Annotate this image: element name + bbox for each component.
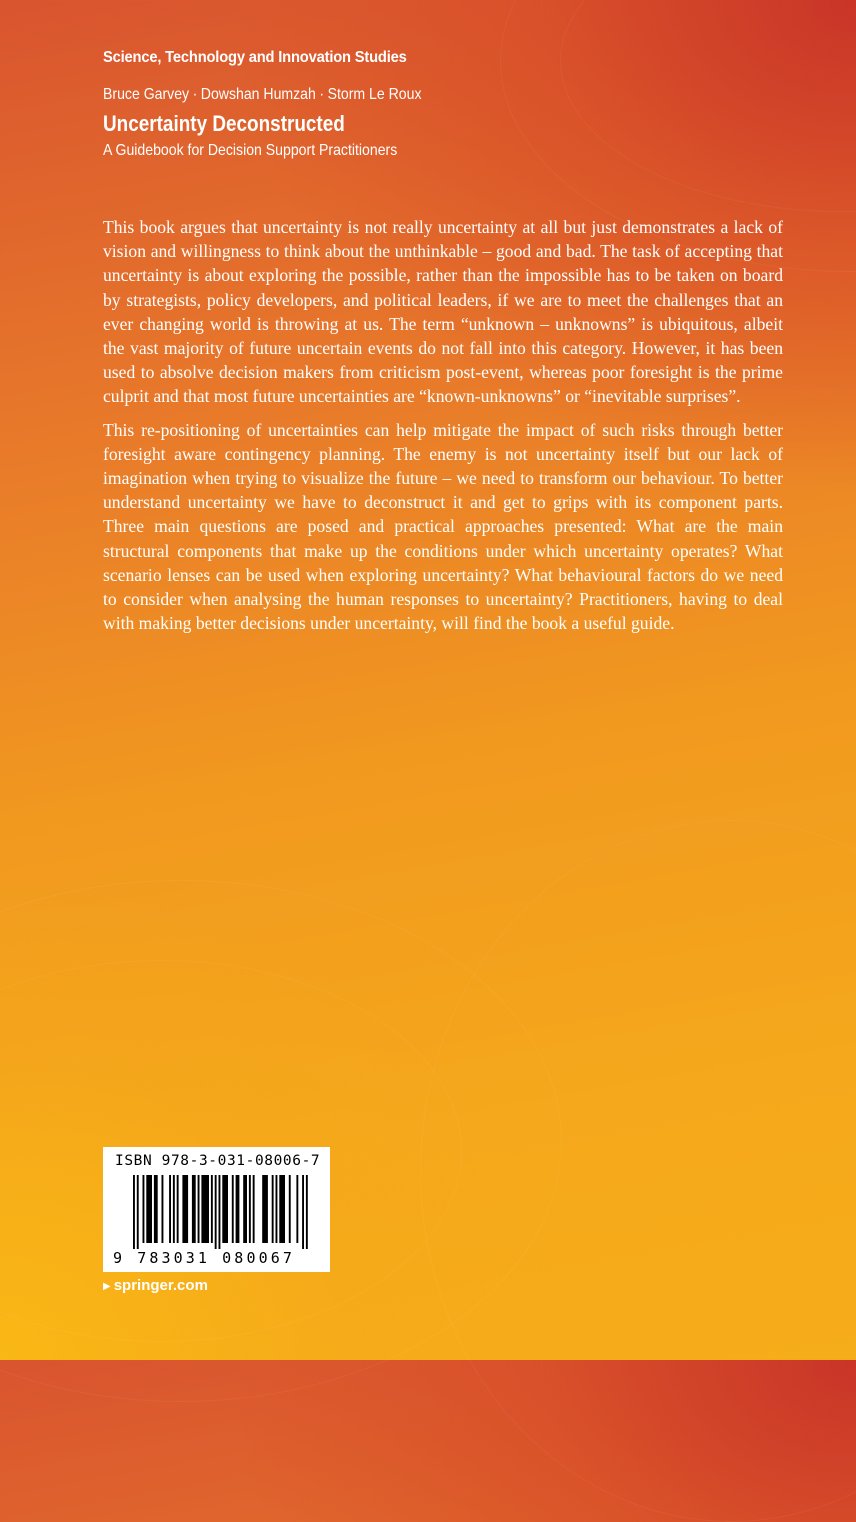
series-name: Science, Technology and Innovation Studies [103, 49, 407, 66]
description-paragraph: This book argues that uncertainty is not really uncertainty at all but just demonstrates a lack of vision and willingness to think about the unthinkable – good and bad. The task of accepting that uncertainty is about exploring the possible, rather than the impossible has to be taken on board by strategists, policy developers, and political leaders, if we are to meet the challenges that an ever changing world is throwing at us. The term “unknown – unknowns” is ubiquitous, albeit the vast majority of future uncertain events do not fall into this category. However, it has been used to absolve decision makers from criticism post-event, whereas poor foresight is the prime culprit and that most future uncertainties are “known-unknowns” or “inevitable surprises”. [103, 217, 783, 407]
barcode-bar [249, 1175, 251, 1243]
barcode-bar [236, 1175, 240, 1243]
barcode-bar [143, 1175, 145, 1243]
publisher-link[interactable] [103, 1275, 208, 1299]
book-subtitle: A Guidebook for Decision Support Practitioners [103, 142, 398, 159]
background-ripple [420, 820, 856, 1522]
barcode-bar [276, 1175, 278, 1243]
barcode-bar [177, 1175, 179, 1243]
barcode-bar [289, 1175, 291, 1243]
isbn-barcode-box [103, 1147, 330, 1272]
barcode-bars [133, 1175, 313, 1249]
isbn-number: ISBN 978-3-031-08006-7 [115, 1153, 321, 1169]
barcode-bar [243, 1175, 247, 1243]
barcode-bar [211, 1175, 213, 1243]
barcode-bar [182, 1175, 188, 1243]
barcode-bar [253, 1175, 255, 1243]
barcode-bar [296, 1175, 298, 1243]
author-name: Bruce Garvey [103, 86, 190, 103]
barcode-bar [222, 1175, 228, 1243]
background-ripple [0, 880, 562, 1402]
arrow-right-icon: ▶ [103, 1281, 111, 1292]
barcode-bar [173, 1175, 175, 1243]
cover-header [103, 46, 783, 162]
barcode-bar [306, 1175, 308, 1249]
description-paragraph: This re-positioning of uncertainties can help mitigate the impact of such risks through better foresight aware contingency planning. The enemy is not uncertainty itself but our lack of imagination when trying to visualize the future – we need to transform our behaviour. To better understand uncertainty we have to deconstruct it and get to grips with its component parts. Three main questions are posed and practical approaches presented: What are the main structural components that make up the conditions under which uncertainty operates? What scenario lenses can be used when exploring uncertainty? What behavioural factors do we need to consider when analysing the human responses to uncertainty? Practitioners, having to deal with making better decisions under uncertainty, will find the book a useful guide. [103, 419, 783, 634]
author-name: Dowshan Humzah [200, 86, 316, 103]
barcode-bar [169, 1175, 171, 1243]
barcode-bar [215, 1175, 217, 1249]
author-name: Storm Le Roux [327, 86, 422, 103]
barcode-bar [272, 1175, 274, 1243]
barcode-bar [198, 1175, 200, 1243]
author-list [103, 84, 701, 106]
barcode-bar [279, 1175, 285, 1243]
barcode-bar [262, 1175, 268, 1243]
barcode-bar [154, 1175, 158, 1243]
author-separator: · [192, 86, 198, 103]
author-separator: · [319, 86, 325, 103]
book-title: Uncertainty Deconstructed [103, 111, 345, 136]
barcode-digits: 9 783031 080067 [113, 1249, 295, 1267]
barcode-bar [137, 1175, 139, 1249]
book-description [103, 215, 783, 644]
barcode-bar [201, 1175, 209, 1243]
barcode-bar [162, 1175, 164, 1243]
barcode-bar [302, 1175, 304, 1249]
barcode-bar [219, 1175, 221, 1249]
barcode-bar [192, 1175, 196, 1243]
barcode-bar [232, 1175, 234, 1243]
barcode-bar [146, 1175, 152, 1243]
publisher-url: springer.com [113, 1277, 208, 1294]
barcode-bar [133, 1175, 135, 1249]
